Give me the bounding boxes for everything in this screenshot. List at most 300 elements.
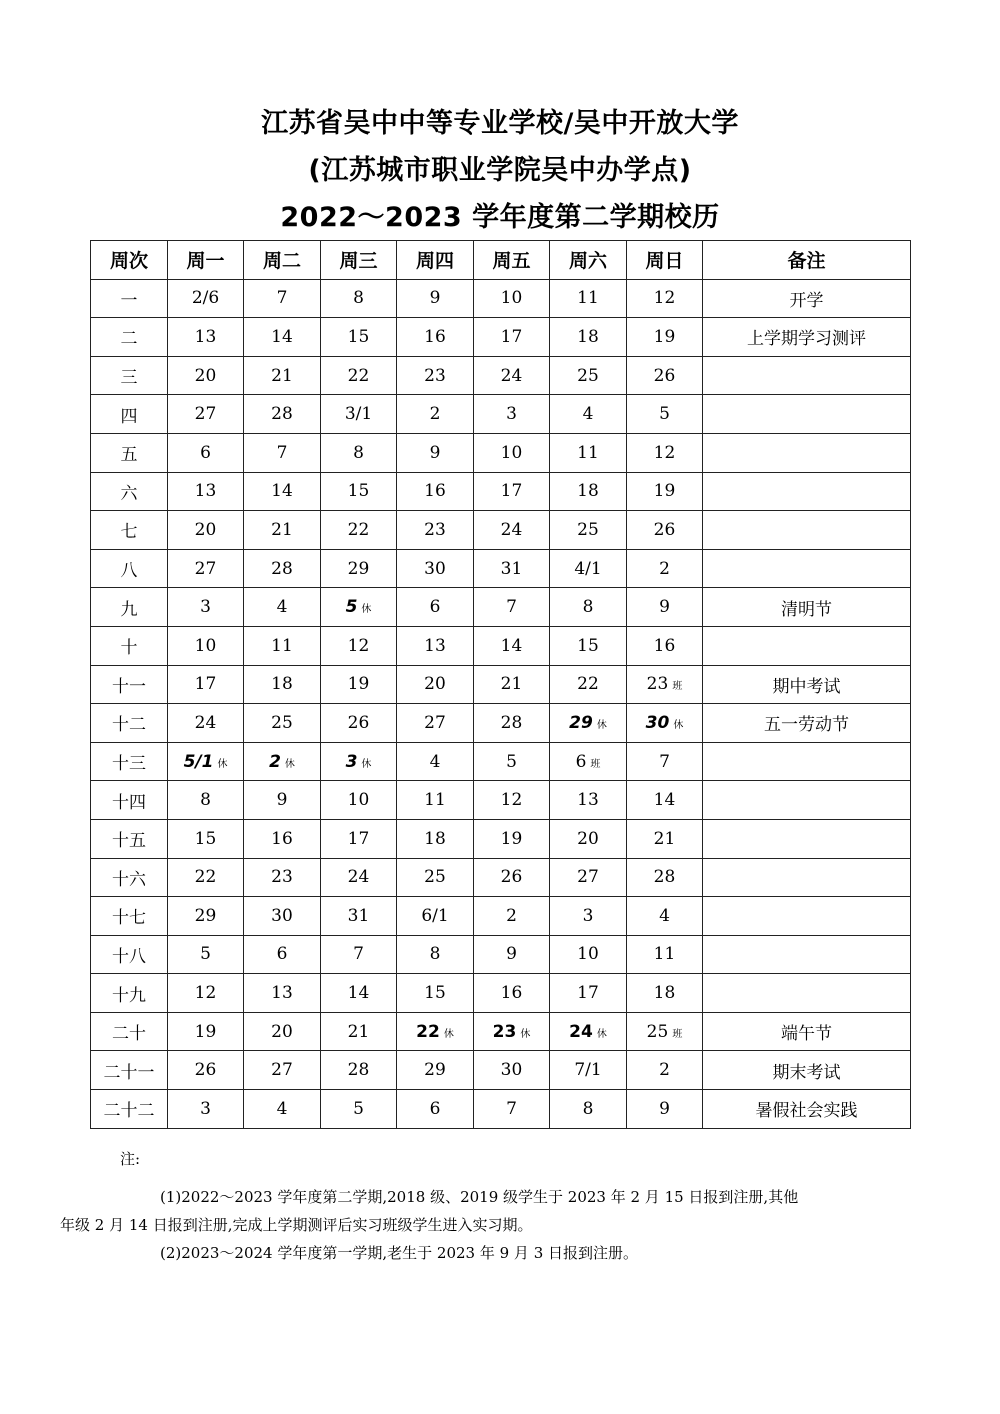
date-cell bbox=[627, 742, 703, 781]
date-value: 12 bbox=[653, 442, 676, 463]
table-row bbox=[91, 665, 911, 704]
holiday-tag: 休 bbox=[443, 1028, 454, 1040]
table-row bbox=[91, 511, 911, 550]
date-value: 18 bbox=[424, 828, 446, 849]
date-value: 4 bbox=[582, 404, 594, 425]
date-cell bbox=[244, 665, 321, 704]
date-cell bbox=[244, 1012, 321, 1051]
date-cell bbox=[321, 742, 397, 781]
date-cell bbox=[397, 819, 474, 858]
column-header: 备注 bbox=[703, 241, 911, 280]
column-header: 周次 bbox=[91, 241, 168, 280]
date-value: 16 bbox=[271, 828, 293, 849]
week-number-cell: 十一 bbox=[91, 665, 168, 704]
date-value: 16 bbox=[500, 983, 523, 1004]
date-value: 17 bbox=[577, 983, 599, 1004]
table-body bbox=[91, 279, 911, 1128]
date-cell bbox=[244, 1051, 321, 1090]
date-cell bbox=[474, 1090, 550, 1129]
date-cell bbox=[474, 318, 550, 357]
date-cell bbox=[244, 472, 321, 511]
date-value: 28 bbox=[271, 404, 293, 425]
week-number-cell: 十五 bbox=[91, 819, 168, 858]
date-cell bbox=[168, 897, 244, 936]
date-value: 14 bbox=[271, 326, 293, 347]
column-header: 周六 bbox=[550, 241, 627, 280]
remark-cell: 清明节 bbox=[703, 588, 911, 627]
date-value: 23 bbox=[424, 519, 446, 540]
date-value: 25 bbox=[577, 365, 599, 386]
workday-tag: 班 bbox=[672, 1028, 683, 1040]
date-cell bbox=[168, 1090, 244, 1129]
date-cell bbox=[627, 356, 703, 395]
date-value: 25 bbox=[424, 867, 446, 888]
date-cell bbox=[550, 897, 627, 936]
date-value: 12 bbox=[500, 790, 523, 811]
date-value: 4 bbox=[429, 751, 441, 772]
date-cell bbox=[168, 935, 244, 974]
date-cell bbox=[168, 665, 244, 704]
title-term: 2022～2023 学年度第二学期校历 bbox=[280, 202, 720, 233]
date-value: 17 bbox=[500, 481, 523, 502]
date-cell bbox=[244, 279, 321, 318]
date-value: 3 bbox=[582, 905, 594, 926]
date-value: 7 bbox=[506, 597, 517, 618]
date-cell bbox=[244, 433, 321, 472]
table-row bbox=[91, 588, 911, 627]
date-cell bbox=[244, 1090, 321, 1129]
column-header: 周二 bbox=[244, 241, 321, 280]
date-cell bbox=[627, 433, 703, 472]
holiday-tag: 休 bbox=[596, 1028, 607, 1040]
workday-tag: 班 bbox=[672, 681, 683, 693]
date-cell bbox=[168, 511, 244, 550]
date-value: 5 bbox=[345, 597, 358, 618]
date-value: 12 bbox=[194, 983, 217, 1004]
date-value: 4 bbox=[659, 905, 670, 926]
date-value: 21 bbox=[653, 828, 676, 849]
remark-cell bbox=[703, 935, 911, 974]
remark-cell bbox=[703, 511, 911, 550]
table-row bbox=[91, 858, 911, 897]
date-value: 22 bbox=[347, 519, 370, 540]
holiday-tag: 休 bbox=[596, 719, 607, 731]
date-value: 14 bbox=[271, 481, 293, 502]
date-value: 9 bbox=[659, 597, 670, 618]
date-cell bbox=[168, 1051, 244, 1090]
date-value: 6 bbox=[429, 1098, 441, 1119]
date-cell bbox=[168, 472, 244, 511]
date-value: 15 bbox=[194, 828, 217, 849]
date-value: 26 bbox=[194, 1060, 217, 1081]
date-cell bbox=[474, 742, 550, 781]
remark-cell: 暑假社会实践 bbox=[703, 1090, 911, 1129]
date-cell bbox=[474, 781, 550, 820]
date-value: 8 bbox=[353, 442, 364, 463]
week-number-cell: 二 bbox=[91, 318, 168, 357]
date-cell bbox=[244, 819, 321, 858]
date-cell bbox=[474, 356, 550, 395]
date-cell bbox=[168, 395, 244, 434]
date-value: 3/1 bbox=[344, 404, 373, 425]
date-cell bbox=[550, 433, 627, 472]
date-cell bbox=[627, 472, 703, 511]
date-cell bbox=[627, 549, 703, 588]
date-value: 13 bbox=[194, 481, 217, 502]
date-value: 17 bbox=[194, 674, 217, 695]
date-cell bbox=[168, 819, 244, 858]
date-cell bbox=[550, 665, 627, 704]
date-value: 24 bbox=[500, 365, 523, 386]
date-cell bbox=[627, 1090, 703, 1129]
date-cell bbox=[168, 549, 244, 588]
date-cell bbox=[550, 588, 627, 627]
column-header: 周日 bbox=[627, 241, 703, 280]
holiday-tag: 休 bbox=[361, 604, 372, 616]
date-cell bbox=[627, 819, 703, 858]
date-value: 4 bbox=[276, 597, 288, 618]
date-value: 29 bbox=[347, 558, 370, 579]
date-cell bbox=[397, 395, 474, 434]
date-value: 20 bbox=[271, 1021, 293, 1042]
date-cell bbox=[397, 897, 474, 936]
date-value: 25 bbox=[271, 712, 293, 733]
date-cell bbox=[550, 1051, 627, 1090]
date-cell bbox=[244, 588, 321, 627]
date-value: 9 bbox=[429, 442, 441, 463]
date-value: 14 bbox=[500, 635, 523, 656]
date-value: 26 bbox=[500, 867, 523, 888]
date-value: 16 bbox=[653, 635, 676, 656]
remark-cell: 五一劳动节 bbox=[703, 704, 911, 743]
week-number-cell: 十七 bbox=[91, 897, 168, 936]
date-cell bbox=[627, 897, 703, 936]
date-value: 27 bbox=[577, 867, 599, 888]
table-row bbox=[91, 1012, 911, 1051]
notes-label: 注: bbox=[120, 1150, 141, 1168]
date-value: 13 bbox=[577, 790, 599, 811]
date-cell bbox=[550, 742, 627, 781]
date-cell bbox=[550, 974, 627, 1013]
date-cell bbox=[474, 974, 550, 1013]
date-value: 7 bbox=[276, 442, 288, 463]
date-value: 7 bbox=[659, 751, 670, 772]
date-cell bbox=[474, 1012, 550, 1051]
date-cell bbox=[397, 665, 474, 704]
week-number-cell: 十四 bbox=[91, 781, 168, 820]
date-value: 13 bbox=[194, 326, 217, 347]
date-cell bbox=[168, 433, 244, 472]
date-cell bbox=[627, 935, 703, 974]
date-value: 23 bbox=[424, 365, 446, 386]
holiday-tag: 休 bbox=[520, 1028, 531, 1040]
date-value: 2 bbox=[429, 404, 441, 425]
date-value: 19 bbox=[347, 674, 370, 695]
date-value: 24 bbox=[347, 867, 370, 888]
date-value: 26 bbox=[653, 365, 676, 386]
date-value: 10 bbox=[347, 790, 370, 811]
date-value: 11 bbox=[577, 288, 599, 309]
date-value: 25 bbox=[646, 1021, 669, 1042]
date-value: 10 bbox=[500, 288, 523, 309]
date-cell bbox=[321, 356, 397, 395]
date-cell bbox=[321, 549, 397, 588]
date-cell bbox=[550, 819, 627, 858]
date-cell bbox=[550, 472, 627, 511]
date-cell bbox=[627, 1012, 703, 1051]
date-value: 29 bbox=[424, 1060, 446, 1081]
date-cell bbox=[244, 549, 321, 588]
date-value: 16 bbox=[424, 481, 446, 502]
date-cell bbox=[244, 935, 321, 974]
date-cell bbox=[397, 858, 474, 897]
date-value: 9 bbox=[506, 944, 517, 965]
date-value: 23 bbox=[271, 867, 293, 888]
date-value: 26 bbox=[653, 519, 676, 540]
date-cell bbox=[550, 318, 627, 357]
date-cell bbox=[321, 433, 397, 472]
date-value: 8 bbox=[429, 944, 441, 965]
date-value: 5/1 bbox=[183, 751, 214, 772]
note-item-1-line-1: (1)2022～2023 学年度第二学期,2018 级、2019 级学生于 2023 年 2 月 15 日报到注册,其他 bbox=[160, 1188, 799, 1206]
date-cell bbox=[321, 588, 397, 627]
date-value: 24 bbox=[194, 712, 217, 733]
date-value: 6 bbox=[429, 597, 441, 618]
date-value: 13 bbox=[424, 635, 446, 656]
date-cell bbox=[627, 318, 703, 357]
date-cell bbox=[550, 1090, 627, 1129]
date-value: 8 bbox=[582, 597, 594, 618]
date-value: 27 bbox=[424, 712, 446, 733]
date-cell bbox=[627, 511, 703, 550]
date-value: 8 bbox=[582, 1098, 594, 1119]
week-number-cell: 七 bbox=[91, 511, 168, 550]
date-value: 20 bbox=[194, 519, 217, 540]
date-cell bbox=[397, 742, 474, 781]
date-cell bbox=[244, 897, 321, 936]
date-value: 4/1 bbox=[574, 558, 602, 579]
date-value: 11 bbox=[577, 442, 599, 463]
date-value: 2 bbox=[659, 1060, 670, 1081]
remark-cell bbox=[703, 356, 911, 395]
date-cell bbox=[550, 781, 627, 820]
date-cell bbox=[168, 356, 244, 395]
remark-cell bbox=[703, 781, 911, 820]
date-cell bbox=[627, 781, 703, 820]
date-value: 7/1 bbox=[574, 1060, 602, 1081]
date-cell bbox=[321, 704, 397, 743]
date-cell bbox=[397, 1012, 474, 1051]
table-header-row bbox=[91, 241, 911, 280]
column-header: 周一 bbox=[168, 241, 244, 280]
date-value: 9 bbox=[429, 288, 441, 309]
week-number-cell: 八 bbox=[91, 549, 168, 588]
date-value: 27 bbox=[194, 404, 217, 425]
date-value: 27 bbox=[271, 1060, 293, 1081]
date-cell bbox=[321, 1012, 397, 1051]
date-value: 26 bbox=[347, 712, 370, 733]
date-value: 30 bbox=[424, 558, 446, 579]
date-cell bbox=[627, 665, 703, 704]
table-row bbox=[91, 472, 911, 511]
date-value: 14 bbox=[347, 983, 370, 1004]
date-value: 3 bbox=[345, 751, 358, 772]
table-row bbox=[91, 781, 911, 820]
date-value: 8 bbox=[200, 790, 211, 811]
week-number-cell: 十九 bbox=[91, 974, 168, 1013]
date-value: 3 bbox=[200, 597, 211, 618]
date-cell bbox=[474, 588, 550, 627]
date-value: 19 bbox=[194, 1021, 217, 1042]
table-row bbox=[91, 704, 911, 743]
date-value: 22 bbox=[416, 1021, 440, 1042]
date-cell bbox=[321, 395, 397, 434]
date-value: 7 bbox=[506, 1098, 517, 1119]
date-cell bbox=[627, 626, 703, 665]
date-value: 27 bbox=[194, 558, 217, 579]
date-cell bbox=[168, 279, 244, 318]
date-value: 9 bbox=[659, 1098, 670, 1119]
table-row bbox=[91, 819, 911, 858]
date-cell bbox=[397, 935, 474, 974]
date-value: 5 bbox=[506, 751, 517, 772]
date-value: 24 bbox=[569, 1021, 593, 1042]
date-value: 5 bbox=[659, 404, 670, 425]
date-value: 29 bbox=[194, 905, 217, 926]
column-header: 周三 bbox=[321, 241, 397, 280]
date-value: 31 bbox=[347, 905, 370, 926]
remark-cell: 端午节 bbox=[703, 1012, 911, 1051]
table-row bbox=[91, 897, 911, 936]
date-value: 2 bbox=[506, 905, 517, 926]
date-cell bbox=[550, 626, 627, 665]
table-row bbox=[91, 1090, 911, 1129]
holiday-tag: 休 bbox=[217, 758, 228, 770]
date-cell bbox=[397, 974, 474, 1013]
date-cell bbox=[397, 781, 474, 820]
date-value: 29 bbox=[569, 712, 593, 733]
date-value: 8 bbox=[353, 288, 364, 309]
remark-cell: 上学期学习测评 bbox=[703, 318, 911, 357]
remark-cell: 开学 bbox=[703, 279, 911, 318]
date-cell bbox=[550, 279, 627, 318]
date-cell bbox=[321, 897, 397, 936]
week-number-cell: 十六 bbox=[91, 858, 168, 897]
date-value: 17 bbox=[500, 326, 523, 347]
date-value: 21 bbox=[271, 519, 293, 540]
table-row bbox=[91, 549, 911, 588]
date-value: 15 bbox=[577, 635, 599, 656]
date-value: 28 bbox=[347, 1060, 370, 1081]
date-cell bbox=[244, 781, 321, 820]
date-value: 28 bbox=[653, 867, 676, 888]
date-cell bbox=[397, 1051, 474, 1090]
date-cell bbox=[168, 626, 244, 665]
remark-cell bbox=[703, 472, 911, 511]
date-value: 19 bbox=[653, 326, 676, 347]
table-row bbox=[91, 935, 911, 974]
date-cell bbox=[397, 472, 474, 511]
date-value: 22 bbox=[347, 365, 370, 386]
date-cell bbox=[550, 858, 627, 897]
date-cell bbox=[168, 588, 244, 627]
notes-section bbox=[60, 1148, 890, 1267]
remark-cell bbox=[703, 549, 911, 588]
date-cell bbox=[474, 395, 550, 434]
date-cell bbox=[474, 549, 550, 588]
date-value: 18 bbox=[577, 326, 599, 347]
week-number-cell: 二十 bbox=[91, 1012, 168, 1051]
table-row bbox=[91, 279, 911, 318]
remark-cell bbox=[703, 897, 911, 936]
date-cell bbox=[244, 974, 321, 1013]
week-number-cell: 五 bbox=[91, 433, 168, 472]
date-cell bbox=[550, 1012, 627, 1051]
date-cell bbox=[397, 588, 474, 627]
date-cell bbox=[550, 704, 627, 743]
date-value: 3 bbox=[506, 404, 517, 425]
date-value: 30 bbox=[645, 712, 670, 733]
date-value: 3 bbox=[200, 1098, 211, 1119]
date-cell bbox=[244, 742, 321, 781]
date-cell bbox=[244, 858, 321, 897]
date-value: 22 bbox=[194, 867, 217, 888]
date-value: 15 bbox=[424, 983, 446, 1004]
date-cell bbox=[397, 279, 474, 318]
date-value: 28 bbox=[500, 712, 523, 733]
date-cell bbox=[397, 549, 474, 588]
holiday-tag: 休 bbox=[284, 758, 295, 770]
remark-cell bbox=[703, 742, 911, 781]
date-cell bbox=[474, 704, 550, 743]
school-calendar-table bbox=[90, 240, 911, 1129]
date-value: 17 bbox=[347, 828, 370, 849]
date-value: 6 bbox=[276, 944, 288, 965]
date-value: 16 bbox=[424, 326, 446, 347]
date-cell bbox=[550, 356, 627, 395]
title-sub-school: (江苏城市职业学院吴中办学点) bbox=[308, 155, 692, 186]
date-value: 12 bbox=[347, 635, 370, 656]
date-value: 20 bbox=[424, 674, 446, 695]
table-row bbox=[91, 1051, 911, 1090]
table-row bbox=[91, 433, 911, 472]
date-cell bbox=[321, 472, 397, 511]
date-cell bbox=[474, 433, 550, 472]
date-cell bbox=[627, 1051, 703, 1090]
week-number-cell: 九 bbox=[91, 588, 168, 627]
date-value: 20 bbox=[577, 828, 599, 849]
week-number-cell: 十二 bbox=[91, 704, 168, 743]
week-number-cell: 二十二 bbox=[91, 1090, 168, 1129]
column-header: 周四 bbox=[397, 241, 474, 280]
date-cell bbox=[627, 588, 703, 627]
note-item-2: (2)2023～2024 学年度第一学期,老生于 2023 年 9 月 3 日报到注册。 bbox=[160, 1244, 639, 1262]
remark-cell bbox=[703, 433, 911, 472]
date-value: 14 bbox=[653, 790, 676, 811]
date-value: 7 bbox=[276, 288, 288, 309]
remark-cell bbox=[703, 626, 911, 665]
date-value: 6/1 bbox=[421, 905, 449, 926]
document-title bbox=[0, 100, 1000, 241]
date-value: 12 bbox=[653, 288, 676, 309]
date-cell bbox=[397, 626, 474, 665]
date-cell bbox=[168, 974, 244, 1013]
date-cell bbox=[321, 318, 397, 357]
date-value: 23 bbox=[492, 1021, 517, 1042]
date-cell bbox=[321, 858, 397, 897]
date-value: 21 bbox=[500, 674, 523, 695]
week-number-cell: 十 bbox=[91, 626, 168, 665]
